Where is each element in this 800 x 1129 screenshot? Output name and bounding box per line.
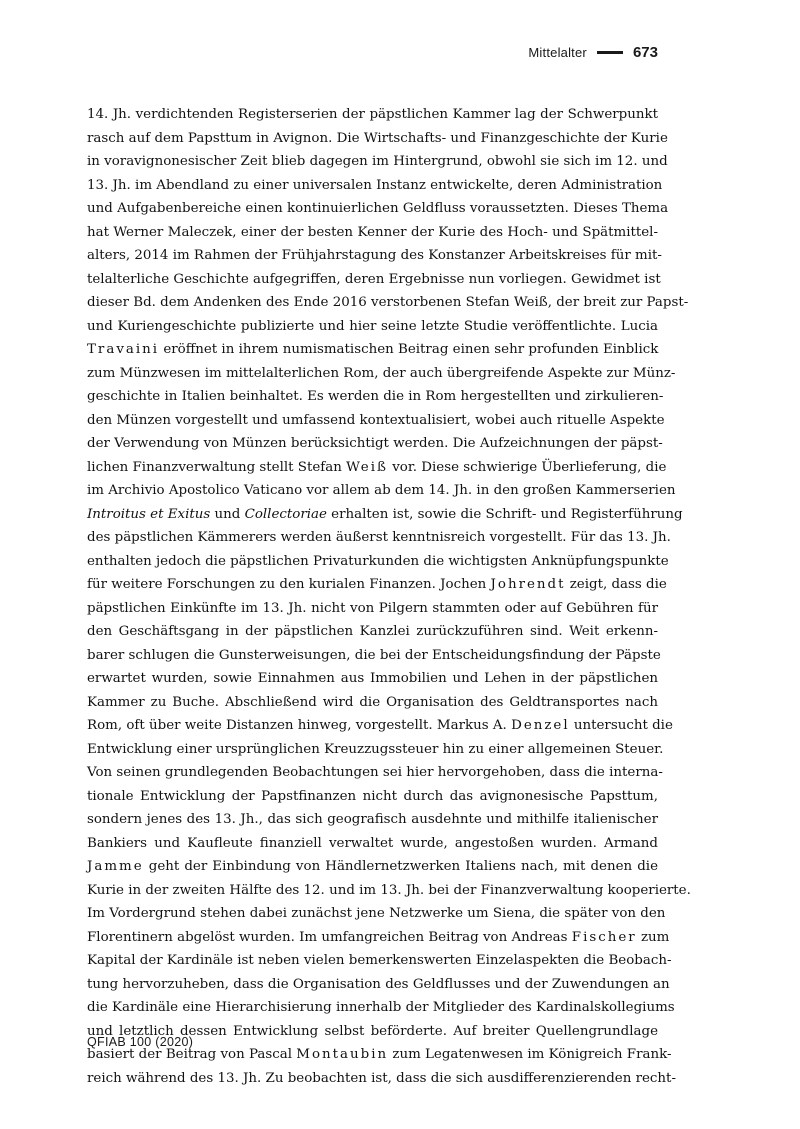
text-line: [87, 174, 663, 198]
author-name: Johrendt: [490, 577, 566, 592]
text-segment: 13. Jh. im Abendland zu einer universalen Instanz entwickelte, deren Administration: [87, 177, 663, 193]
text-segment: und: [210, 506, 245, 522]
text-segment: erhalten ist, sowie die Schrift- und Registerführung: [326, 506, 683, 522]
text-line: [87, 1067, 676, 1091]
text-line: [87, 291, 689, 315]
section-title: Mittelalter: [528, 45, 587, 60]
text-segment: telalterliche Geschichte aufgegriffen, deren Ergebnisse nun vorliegen. Gewidmet ist: [87, 271, 661, 287]
text-line: [87, 996, 675, 1020]
text-line: [87, 573, 667, 597]
text-line: [87, 150, 668, 174]
text-line: [87, 127, 668, 151]
text-segment: Von seinen grundlegenden Beobachtungen sei hier hervorgehoben, dass die interna-: [87, 765, 663, 780]
text-segment: Entwicklung einer ursprünglichen Kreuzzugssteuer hin zu einer allgemeinen Steuer.: [87, 741, 664, 757]
running-header: [528, 44, 658, 61]
text-line: [87, 691, 658, 715]
text-line: [87, 973, 670, 997]
text-segment: Kammer zu Buche. Abschließend wird die Organisation des Geldtransportes nach: [87, 694, 658, 710]
text-line: [87, 409, 665, 433]
text-segment: alters, 2014 im Rahmen der Frühjahrstagung des Konstanzer Arbeitskreises für mit-: [87, 248, 662, 263]
text-segment: Rom, oft über weite Distanzen hinweg, vorgestellt. Markus A.: [87, 718, 512, 733]
text-line: [87, 385, 664, 409]
text-segment: zum Legatenwesen im Königreich Frank-: [388, 1047, 672, 1062]
text-line: [87, 667, 658, 691]
text-segment: vor. Diese schwierige Überlieferung, die: [387, 459, 667, 475]
text-line: [87, 244, 662, 268]
italic-title: Introitus et Exitus: [87, 506, 211, 522]
author-name: Denzel: [511, 718, 570, 733]
text-segment: den Münzen vorgestellt und umfassend kontextualisiert, wobei auch rituelle Aspekte: [87, 412, 665, 428]
text-segment: lichen Finanzverwaltung stellt Stefan: [87, 459, 347, 475]
text-segment: päpstlichen Einkünfte im 13. Jh. nicht von Pilgern stammten oder auf Gebühren für: [87, 600, 658, 616]
body-paragraph: [87, 103, 691, 1090]
text-line: [87, 362, 676, 386]
text-line: [87, 832, 658, 856]
text-segment: dieser Bd. dem Andenken des Ende 2016 verstorbenen Stefan Weiß, der breit zur Papst-: [87, 295, 689, 310]
text-segment: 14. Jh. verdichtenden Registerserien der päpstlichen Kammer lag der Schwerpunkt: [87, 107, 658, 122]
text-segment: sondern jenes des 13. Jh., das sich geografisch ausdehnte und mithilfe italienischer: [87, 812, 658, 827]
text-line: [87, 761, 663, 785]
text-line: [87, 550, 669, 574]
text-line: [87, 526, 671, 550]
text-segment: der Verwendung von Münzen berücksichtigt werden. Die Aufzeichnungen der päpst-: [87, 436, 663, 451]
text-line: [87, 902, 666, 926]
text-line: [87, 714, 673, 738]
text-segment: des päpstlichen Kämmerers werden äußerst kenntnisreich vorgestellt. Für das 13. Jh.: [87, 530, 671, 545]
header-rule: [597, 51, 623, 54]
text-segment: Im Vordergrund stehen dabei zunächst jene Netzwerke um Siena, die später von den: [87, 906, 666, 921]
text-segment: geschichte in Italien beinhaltet. Es werden die in Rom hergestellten und zirkulieren-: [87, 389, 664, 404]
text-segment: Kapital der Kardinäle ist neben vielen bemerkenswerten Einzelaspekten die Beobach-: [87, 953, 672, 968]
text-segment: Bankiers und Kaufleute finanziell verwaltet wurde, angestoßen wurden. Armand: [87, 835, 658, 851]
text-segment: und letztlich dessen Entwicklung selbst beförderte. Auf breiter Quellengrundlage: [87, 1023, 658, 1039]
text-segment: reich während des 13. Jh. Zu beobachten ist, dass die sich ausdifferenzierenden recht-: [87, 1070, 676, 1086]
page-number: 673: [632, 44, 658, 61]
text-line: [87, 879, 691, 903]
text-segment: und Kuriengeschichte publizierte und hier seine letzte Studie veröffentlichte. Lucia: [87, 318, 658, 334]
text-line: [87, 855, 658, 879]
text-segment: untersucht die: [569, 718, 673, 733]
text-segment: erwartet wurden, sowie Einnahmen aus Immobilien und Lehen in der päpstlichen: [87, 671, 658, 686]
text-segment: geht der Einbindung von Händlernetzwerken Italiens nach, mit denen die: [143, 859, 658, 874]
text-line: [87, 620, 658, 644]
text-line: [87, 597, 658, 621]
text-segment: tung hervorzuheben, dass die Organisation des Geldflusses und der Zuwendungen an: [87, 976, 670, 992]
text-line: [87, 338, 658, 362]
author-name: Weiß: [346, 459, 388, 475]
text-segment: Florentinern abgelöst wurden. Im umfangreichen Beitrag von Andreas: [87, 929, 572, 945]
text-line: [87, 432, 663, 456]
text-segment: in voravignonesischer Zeit blieb dagegen im Hintergrund, obwohl sie sich im 12. und: [87, 154, 668, 169]
text-line: [87, 503, 683, 527]
text-segment: im Archivio Apostolico Vaticano vor allem ab dem 14. Jh. in den großen Kammerserien: [87, 483, 676, 498]
text-segment: zeigt, dass die: [565, 577, 667, 592]
journal-footer: QFIAB 100 (2020): [87, 1035, 194, 1049]
text-line: [87, 197, 669, 221]
author-name: Fischer: [571, 929, 637, 945]
text-segment: für weitere Forschungen zu den kurialen Finanzen. Jochen: [87, 577, 491, 592]
text-line: [87, 738, 664, 762]
text-segment: rasch auf dem Papsttum in Avignon. Die Wirtschafts- und Finanzgeschichte der Kurie: [87, 130, 668, 146]
text-segment: eröffnet in ihrem numismatischen Beitrag einen sehr profunden Einblick: [159, 342, 659, 357]
text-line: [87, 949, 672, 973]
author-name: Travaini: [87, 342, 160, 357]
text-segment: barer schlugen die Gunsterweisungen, die bei der Entscheidungsfindung der Päpste: [87, 647, 661, 663]
text-line: [87, 808, 658, 832]
author-name: Jamme: [87, 859, 144, 874]
text-segment: enthalten jedoch die päpstlichen Privaturkunden die wichtigsten Anknüpfungspunkte: [87, 553, 669, 569]
text-line: [87, 268, 661, 292]
text-segment: den Geschäftsgang in der päpstlichen Kanzlei zurückzuführen sind. Weit erkenn-: [87, 624, 658, 639]
text-line: [87, 644, 661, 668]
text-line: [87, 103, 658, 127]
text-segment: und Aufgabenbereiche einen kontinuierlichen Geldfluss voraussetzten. Dieses Thema: [87, 201, 669, 216]
text-segment: zum: [636, 929, 670, 945]
italic-title: Collectoriae: [244, 506, 327, 522]
text-line: [87, 221, 658, 245]
text-segment: Kurie in der zweiten Hälfte des 12. und im 13. Jh. bei der Finanzverwaltung kooperierte.: [87, 882, 691, 898]
text-line: [87, 456, 667, 480]
text-segment: die Kardinäle eine Hierarchisierung innerhalb der Mitglieder des Kardinalskollegiums: [87, 1000, 675, 1015]
text-segment: tionale Entwicklung der Papstfinanzen nicht durch das avignonesische Papsttum,: [87, 788, 658, 804]
text-line: [87, 926, 670, 950]
text-line: [87, 479, 676, 503]
author-name: Montaubin: [296, 1047, 389, 1062]
text-segment: zum Münzwesen im mittelalterlichen Rom, der auch übergreifende Aspekte zur Münz-: [87, 365, 676, 381]
text-line: [87, 315, 658, 339]
text-segment: basiert der Beitrag von Pascal: [87, 1047, 297, 1062]
text-line: [87, 785, 658, 809]
text-segment: hat Werner Maleczek, einer der besten Kenner der Kurie des Hoch- und Spätmittel-: [87, 224, 658, 240]
